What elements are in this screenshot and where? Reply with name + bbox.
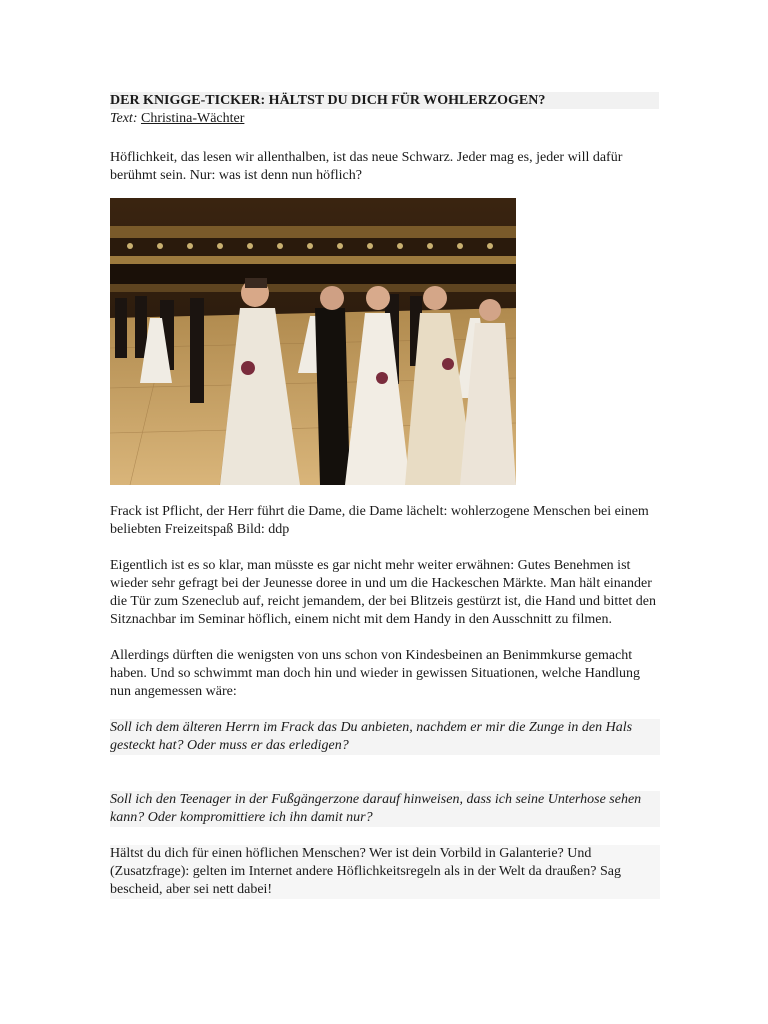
- question-2: Soll ich den Teenager in der Fußgängerzone darauf hinweisen, dass ich seine Unterhose sehen kann? Oder kompromittiere ich ihn damit nur?: [110, 791, 660, 827]
- byline-label: Text:: [110, 111, 138, 126]
- body-paragraph-2: Allerdings dürften die wenigsten von uns schon von Kindesbeinen an Benimmkurse gemacht haben. Und so schwimmt man doch hin und wieder in gewissen Situationen, welche Handlung nun angemessen wäre:: [110, 648, 640, 699]
- closing-paragraph: Hältst du dich für einen höflichen Menschen? Wer ist dein Vorbild in Galanterie? Und (Zusatzfrage): gelten im Internet andere Höflichkeitsregeln als in der Welt da draußen? Sag bescheid, aber sei nett dabei!: [110, 845, 660, 899]
- photo-caption: Frack ist Pflicht, der Herr führt die Dame, die Dame lächelt: wohlerzogene Menschen bei einem beliebten Freizeitspaß Bild: ddp: [110, 504, 649, 537]
- author-link[interactable]: Christina-Wächter: [140, 111, 245, 126]
- byline: [110, 110, 660, 127]
- body-paragraph-1: Eigentlich ist es so klar, man müsste es gar nicht mehr weiter erwähnen: Gutes Benehmen ist wieder sehr gefragt bei der Jeunesse doree in und um die Hackeschen Märkte. Man hält einander die Tür zum Szeneclub auf, reicht jemandem, der bei Blitzeis gestürzt ist, die Hand und bittet den Sitznachbar im Seminar höflich, einem nicht mit dem Handy in den Ausschnitt zu filmen.: [110, 558, 656, 627]
- ballroom-photo: [110, 198, 516, 485]
- article-title: DER KNIGGE-TICKER: HÄLTST DU DICH FÜR WOHLERZOGEN?: [110, 92, 659, 109]
- article: [110, 92, 660, 899]
- question-1: Soll ich dem älteren Herrn im Frack das Du anbieten, nachdem er mir die Zunge in den Hals gesteckt hat? Oder muss er das erledigen?: [110, 719, 660, 755]
- intro-paragraph: Höflichkeit, das lesen wir allenthalben, ist das neue Schwarz. Jeder mag es, jeder will dafür berühmt sein. Nur: was ist denn nun höflich?: [110, 150, 623, 183]
